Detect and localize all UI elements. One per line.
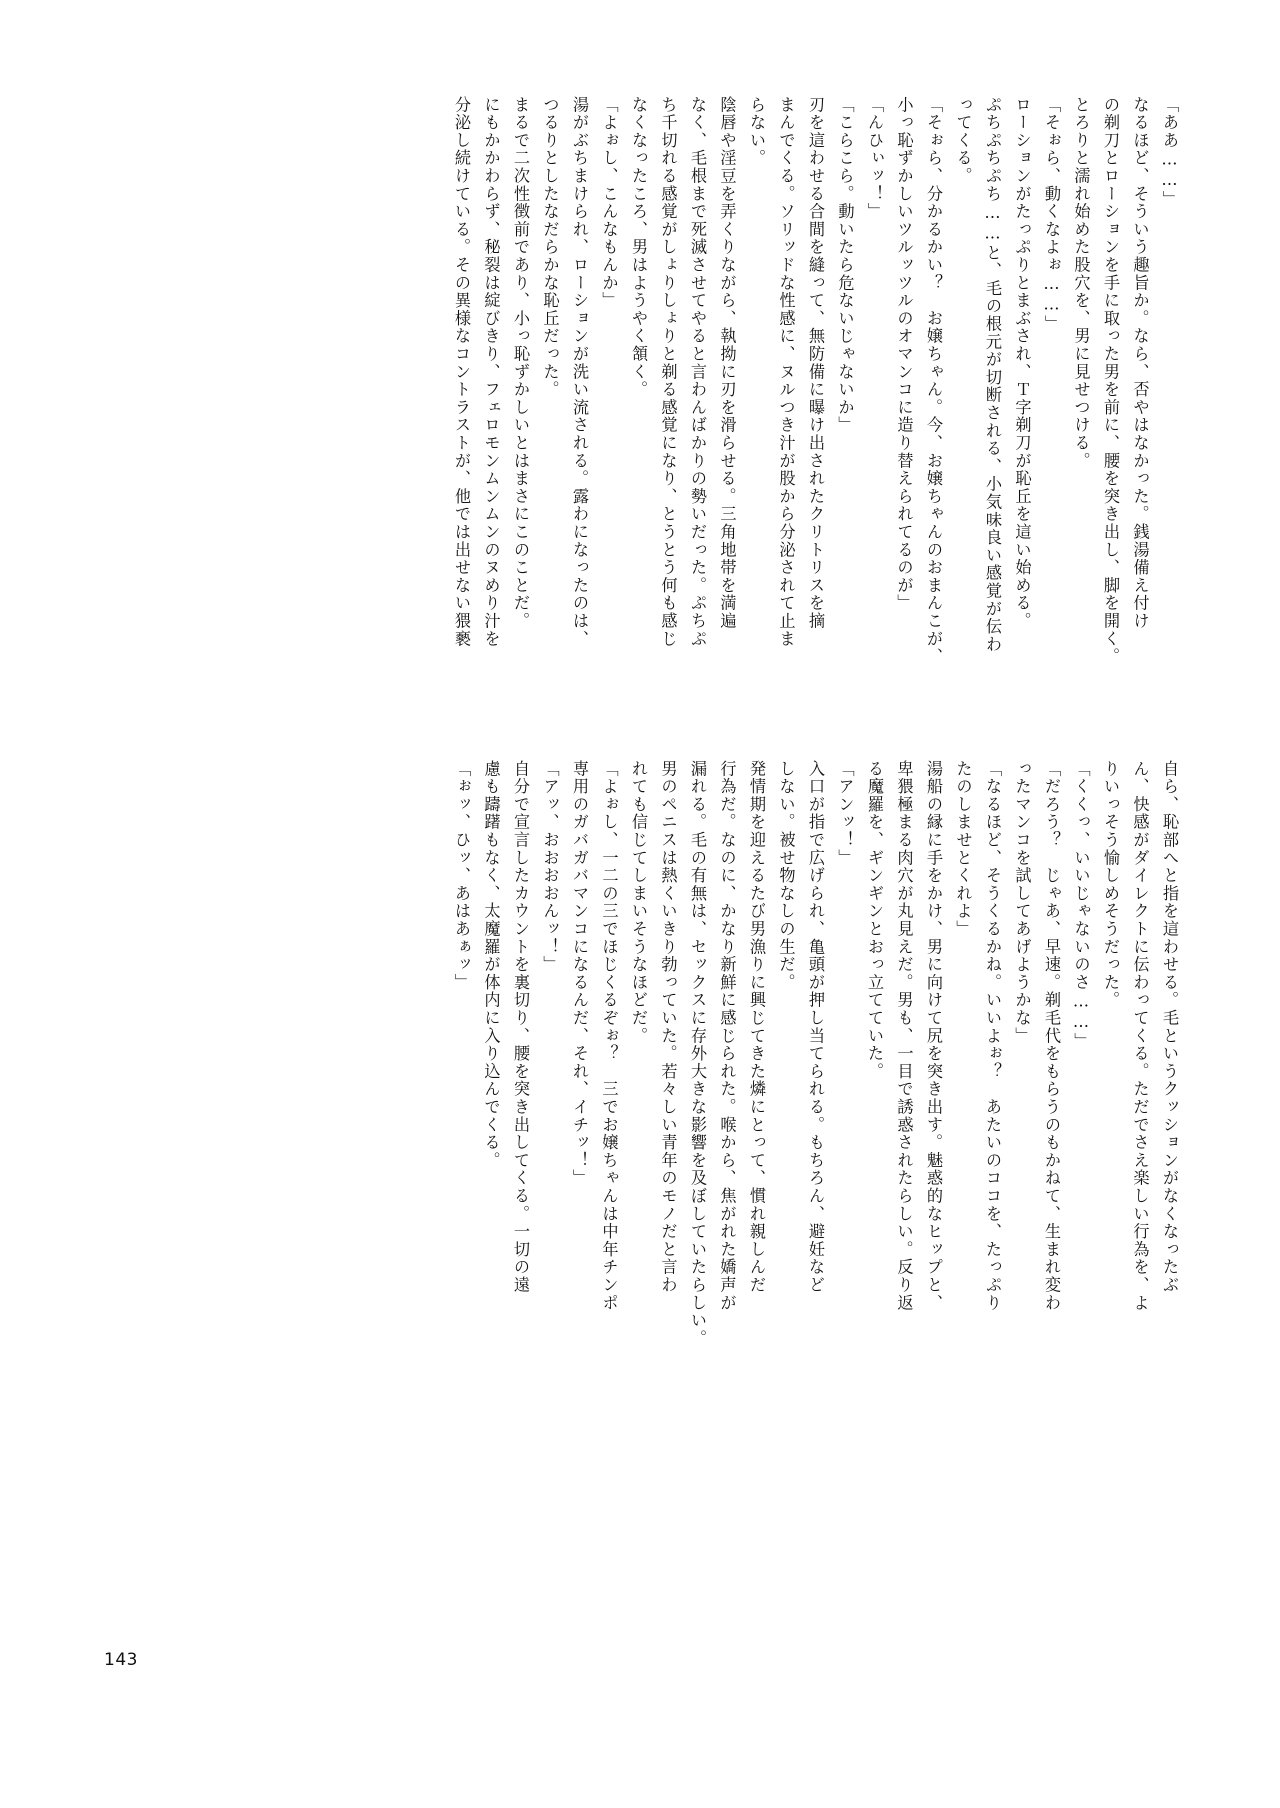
text-column: 漏れる。毛の有無は、セックスに存外大きな影響を及ぼしていたらしい。 (688, 760, 707, 1348)
text-column: 「アッ、おおおおんッ！」 (540, 760, 560, 974)
text-column: る魔羅を、ギンギンとおっ立てていた。 (865, 760, 884, 1081)
text-column: 男のペニスは熱くいきり勃っていた。若々しい青年のモノだと言わ (658, 760, 678, 1294)
text-column: 陰唇や淫豆を弄くりながら、執拗に刃を滑らせる。三角地帯を満遍 (717, 96, 737, 630)
text-column: 湯がぶちまけられ、ローションが洗い流される。露わになったのは、 (570, 96, 589, 648)
text-column: 「んひぃッ！」 (865, 96, 884, 221)
text-column: 「くくっ、いいじゃないのさ……」 (1071, 760, 1091, 1051)
text-column: 「よぉし、一二の三でほじくるぞぉ？ 三でお嬢ちゃんは中年チンポ (599, 760, 619, 1312)
text-column: 「そぉら、動くなよぉ……」 (1042, 96, 1061, 333)
text-column: 「そぉら、分かるかい？ お嬢ちゃん。今、お嬢ちゃんのおまんこが、 (924, 96, 943, 666)
text-column: つるりとしたなだらかな恥丘だった。 (540, 96, 560, 399)
text-column: ローションがたっぷりとまぶされ、Ｔ字剃刀が恥丘を這い始める。 (1012, 96, 1032, 630)
text-column: ったマンコを試してあげようかな」 (1012, 760, 1032, 1045)
text-column: 慮も躊躇もなく、太魔羅が体内に入り込んでくる。 (481, 760, 501, 1170)
text-column: 発情期を迎えるたび男漁りに興じてきた燐にとって、慣れ親しんだ (747, 760, 766, 1294)
text-column: ち千切れる感覚がしょりしょりと剃る感覚になり、とうとう何も感じ (658, 96, 678, 648)
text-column: 行為だ。なのに、かなり新鮮に感じられた。喉から、焦がれた嬌声が (717, 760, 737, 1312)
text-column: 湯船の縁に手をかけ、男に向けて尻を突き出す。魅惑的なヒップと、 (924, 760, 943, 1312)
text-column: なく、毛根まで死滅させてやると言わんばかりの勢いだった。ぷちぷ (688, 96, 707, 648)
text-column: 「だろう？ じゃあ、早速。剃毛代をもらうのもかねて、生まれ変わ (1042, 760, 1061, 1312)
text-column: 自ら、恥部へと指を這わせる。毛というクッションがなくなったぶ (1160, 760, 1179, 1294)
text-column: の剃刀とローションを手に取った男を前に、腰を突き出し、脚を開く。 (1101, 96, 1120, 666)
text-column: まるで二次性徴前であり、小っ恥ずかしいとはまさにこのことだ。 (511, 96, 530, 630)
text-column: らない。 (747, 96, 766, 168)
text-column: 小っ恥ずかしいツルッツルのオマンコに造り替えられてるのが」 (894, 96, 914, 613)
page-number: 143 (104, 1650, 138, 1670)
text-column: 「なるほど、そうくるかね。いいよぉ？ あたいのココを、たっぷり (983, 760, 1002, 1312)
text-column: しない。被せ物なしの生だ。 (776, 760, 796, 992)
text-block-lower (452, 760, 1184, 1580)
text-column: ぷちぷちぷち……と、毛の根元が切断される、小気味良い感覚が伝わ (983, 96, 1002, 654)
text-column: ってくる。 (953, 96, 973, 185)
text-column: とろりと濡れ始めた股穴を、男に見せつける。 (1071, 96, 1091, 470)
text-column: にもかかわらず、秘裂は綻びきり、フェロモンムンムンのヌめり汁を (481, 96, 501, 648)
text-column: まんでくる。ソリッドな性感に、ヌルつき汁が股から分泌されて止ま (776, 96, 796, 648)
text-column: 刃を這わせる合間を縫って、無防備に曝け出されたクリトリスを摘 (806, 96, 825, 630)
text-column: ん、快感がダイレクトに伝わってくる。ただでさえ楽しい行為を、よ (1130, 760, 1150, 1312)
text-column: 「ああ……」 (1160, 96, 1179, 209)
text-column: たのしませとくれよ」 (953, 760, 973, 938)
text-column: なくなったころ、男はようやく頷く。 (629, 96, 648, 399)
text-column: 分泌し続けている。その異様なコントラストが、他では出せない猥褻 (452, 96, 471, 648)
text-column: なるほど、そういう趣旨か。なら、否やはなかった。銭湯備え付け (1130, 96, 1150, 630)
text-column: 専用のガバガバマンコになるんだ、それ、イチッ！」 (570, 760, 589, 1188)
text-column: りいっそう愉しめそうだった。 (1101, 760, 1120, 1010)
text-column: 卑猥極まる肉穴が丸見えだ。男も、一目で誘惑されたらしい。反り返 (894, 760, 914, 1312)
text-column: 「アンッ！」 (835, 760, 855, 867)
text-column: 「よぉし、こんなもんか」 (599, 96, 619, 310)
text-column: 入口が指で広げられ、亀頭が押し当てられる。もちろん、避妊など (806, 760, 825, 1294)
text-column: 「こらこら。動いたら危ないじゃないか」 (835, 96, 855, 435)
text-column: 自分で宣言したカウントを裏切り、腰を突き出してくる。一切の遠 (511, 760, 530, 1294)
text-column: れても信じてしまいそうなほどだ。 (629, 760, 648, 1045)
text-column: 「ぉッ、ひッ、あはあぁッ」 (452, 760, 471, 992)
